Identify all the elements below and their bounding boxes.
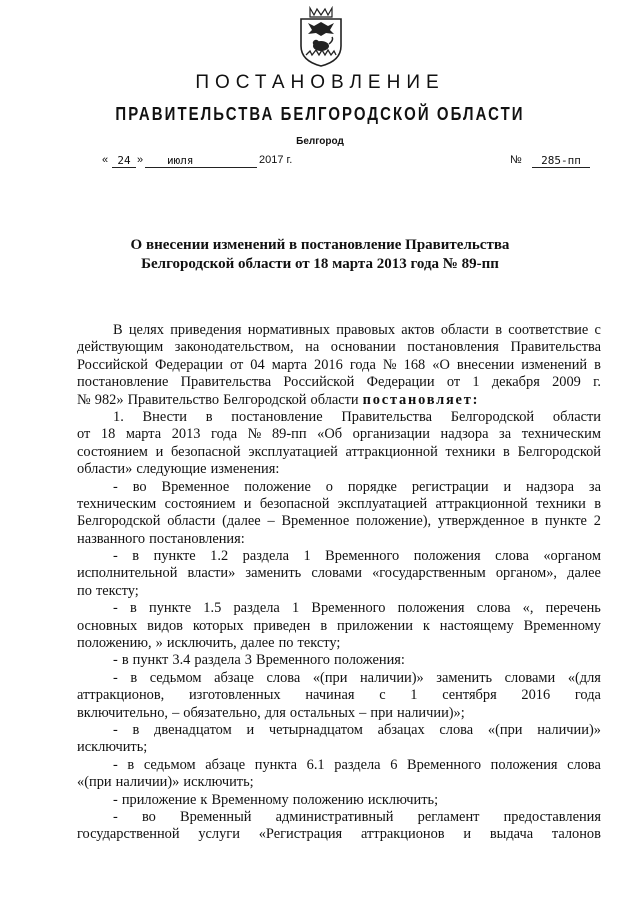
body-word: 2016 bbox=[314, 356, 343, 373]
body-text-line bbox=[77, 809, 601, 826]
body-word: аттракционов, bbox=[77, 687, 165, 704]
body-word: на bbox=[305, 339, 320, 356]
body-word: техническим bbox=[521, 426, 601, 443]
body-text-line bbox=[77, 774, 601, 791]
body-word: положение bbox=[244, 478, 311, 495]
body-word: абзаце bbox=[205, 756, 246, 773]
body-word: услуги bbox=[198, 826, 240, 843]
body-text-line bbox=[77, 531, 601, 548]
body-word: техническим bbox=[77, 495, 157, 512]
body-word: перечень bbox=[545, 600, 601, 617]
body-word: и bbox=[246, 721, 255, 738]
body-word: видов bbox=[147, 617, 183, 634]
body-word: и bbox=[155, 443, 164, 460]
body-text-line bbox=[77, 426, 601, 443]
body-word: - bbox=[113, 652, 118, 669]
body-word: – bbox=[359, 704, 367, 721]
body-word: и bbox=[463, 826, 472, 843]
body-word: надзора bbox=[526, 478, 574, 495]
body-word: к bbox=[200, 791, 208, 808]
body-word: марта bbox=[125, 426, 162, 443]
body-word: приложение bbox=[121, 791, 197, 808]
body-word: наличии)» bbox=[537, 721, 601, 738]
body-word: законодательством, bbox=[174, 339, 294, 356]
body-word: 1.5 bbox=[203, 600, 222, 617]
body-word: «(при bbox=[312, 669, 348, 686]
body-text-line bbox=[77, 461, 601, 478]
body-text-line bbox=[77, 792, 601, 809]
body-word: административный bbox=[275, 808, 394, 825]
body-text-line bbox=[77, 548, 601, 565]
body-word: пункте bbox=[153, 548, 196, 565]
body-text-line bbox=[77, 409, 601, 426]
body-word: «, bbox=[522, 600, 534, 617]
document-title-line: О внесении изменений в постановление Правительства bbox=[130, 237, 510, 253]
body-word: названного bbox=[77, 530, 146, 547]
body-word: в bbox=[205, 408, 213, 425]
body-word: далее bbox=[567, 565, 601, 582]
body-word: для bbox=[264, 704, 286, 721]
date-year: 2017 г. bbox=[259, 154, 293, 166]
date-day-field: 24 bbox=[112, 154, 136, 168]
belgorod-coat-of-arms-icon bbox=[296, 6, 346, 68]
body-word: Правительства bbox=[510, 339, 601, 356]
body-word: Федерации bbox=[154, 356, 223, 373]
body-word: выдача bbox=[489, 826, 534, 843]
body-word: пункта bbox=[254, 756, 298, 773]
body-word: абзацах bbox=[377, 721, 425, 738]
body-word: слова bbox=[567, 756, 601, 773]
resolution-verb: постановляет: bbox=[362, 391, 480, 408]
body-word: наличии)»; bbox=[397, 704, 465, 721]
body-word: 1.2 bbox=[210, 548, 229, 565]
body-text-line bbox=[77, 600, 601, 617]
body-word: во bbox=[132, 478, 147, 495]
body-word: положение), bbox=[356, 513, 432, 530]
body-text-line bbox=[77, 392, 601, 409]
body-word: тексту; bbox=[297, 635, 341, 652]
body-word: талонов bbox=[551, 826, 601, 843]
body-text-line bbox=[77, 374, 601, 391]
body-word: положения: bbox=[334, 652, 405, 669]
body-word: четырнадцатом bbox=[268, 721, 363, 738]
body-word: марта bbox=[271, 356, 307, 373]
body-word: которых bbox=[192, 617, 244, 634]
body-word: пункте bbox=[149, 600, 192, 617]
body-word: следующие bbox=[136, 461, 207, 478]
body-word: «(для bbox=[567, 669, 601, 686]
body-word: приведения bbox=[170, 322, 242, 338]
body-word: 6.1 bbox=[306, 756, 325, 773]
body-word: области bbox=[440, 322, 489, 338]
body-word: 1 bbox=[303, 548, 311, 565]
body-word: седьмом bbox=[143, 756, 196, 773]
body-word: седьмом bbox=[149, 669, 202, 686]
body-word: – bbox=[172, 704, 180, 721]
body-word: 2 bbox=[593, 513, 601, 530]
body-word: постановления bbox=[407, 339, 499, 356]
body-word: исключить; bbox=[77, 739, 148, 756]
body-word: безопасной bbox=[171, 443, 241, 460]
body-word: Российской bbox=[283, 374, 355, 391]
body-word: положению bbox=[292, 791, 364, 808]
body-word: за bbox=[499, 426, 512, 443]
body-word: актов bbox=[401, 322, 435, 338]
body-word: слова bbox=[266, 669, 301, 686]
body-word: - bbox=[113, 791, 118, 808]
body-word: «(при bbox=[487, 721, 523, 738]
body-word: 982» bbox=[94, 391, 124, 408]
body-word: - bbox=[113, 808, 118, 825]
document-type-heading: ПОСТАНОВЛЕНИЕ bbox=[195, 72, 445, 93]
body-word: начиная bbox=[305, 687, 355, 704]
body-word: по bbox=[278, 635, 294, 652]
body-word: состоянием bbox=[77, 443, 148, 460]
body-word: Временному bbox=[523, 617, 601, 634]
body-word: наличии)» bbox=[115, 774, 180, 791]
body-word: 2009 bbox=[552, 374, 581, 391]
body-word: от bbox=[446, 374, 461, 391]
body-text-line bbox=[77, 583, 601, 600]
body-word: безопасной bbox=[259, 495, 330, 512]
body-word: Временное bbox=[281, 513, 350, 530]
document-title bbox=[0, 236, 640, 274]
body-word: в bbox=[531, 513, 539, 530]
body-word: «(при bbox=[77, 774, 112, 791]
body-word: при bbox=[370, 704, 393, 721]
body-word: власти» bbox=[187, 565, 236, 582]
body-text-line bbox=[77, 618, 601, 635]
body-text-line bbox=[77, 496, 601, 513]
body-word: области bbox=[310, 391, 359, 408]
body-word: – bbox=[267, 513, 275, 530]
body-word: организации bbox=[352, 426, 430, 443]
body-word: основных bbox=[77, 617, 138, 634]
body-word: основании bbox=[330, 339, 396, 356]
body-word: надзора bbox=[440, 426, 489, 443]
body-word: № bbox=[247, 426, 262, 443]
body-text-line bbox=[77, 322, 601, 339]
document-number-label: № bbox=[510, 154, 522, 166]
body-word: Временный bbox=[180, 808, 252, 825]
body-text-line bbox=[77, 670, 601, 687]
body-word: постановление bbox=[77, 374, 169, 391]
body-word: 89-пп bbox=[271, 426, 307, 443]
body-word: » bbox=[155, 635, 163, 652]
body-word: г. bbox=[593, 374, 601, 391]
body-word: приложении bbox=[337, 617, 413, 634]
body-word: 3.4 bbox=[172, 652, 191, 669]
body-word: 2013 bbox=[171, 426, 201, 443]
body-word: с bbox=[594, 322, 601, 338]
body-word: остальных bbox=[289, 704, 356, 721]
body-word: действующим bbox=[77, 339, 164, 356]
body-word: целях bbox=[128, 322, 164, 338]
body-word: исключить; bbox=[367, 791, 439, 808]
document-number-field: 285-пп bbox=[532, 154, 590, 168]
body-word: № bbox=[382, 356, 397, 373]
body-text-line bbox=[77, 652, 601, 669]
body-word: абзаце bbox=[214, 669, 254, 686]
body-word: настоящему bbox=[439, 617, 514, 634]
body-word: в bbox=[130, 669, 138, 686]
body-word: за bbox=[588, 478, 601, 495]
document-title-line: Белгородской области от 18 марта 2013 года № 89-пп bbox=[141, 256, 499, 272]
date-close-quote: » bbox=[137, 154, 144, 166]
body-word: обязательно, bbox=[183, 704, 261, 721]
body-word: эксплуатацией bbox=[337, 495, 428, 512]
body-word: В bbox=[113, 322, 123, 338]
date-month-field: июля bbox=[145, 154, 257, 168]
body-text-line bbox=[77, 479, 601, 496]
body-word: слова bbox=[495, 548, 529, 565]
body-word: положения bbox=[397, 600, 465, 617]
body-word: в bbox=[132, 548, 140, 565]
body-word: слова bbox=[476, 600, 511, 617]
body-word: заменить bbox=[245, 565, 302, 582]
issuing-authority-heading: ПРАВИТЕЛЬСТВА БЕЛГОРОДСКОЙ ОБЛАСТИ bbox=[115, 104, 525, 124]
body-word: «Регистрация bbox=[258, 826, 343, 843]
body-word: о bbox=[325, 478, 333, 495]
body-word: области» bbox=[77, 461, 133, 478]
body-word: положению, bbox=[77, 635, 152, 652]
body-word: наличии)» bbox=[359, 669, 424, 686]
body-word: года bbox=[211, 426, 238, 443]
body-word: Временное bbox=[161, 478, 230, 495]
body-word: 1 bbox=[410, 687, 418, 704]
body-word: правовых bbox=[336, 322, 396, 338]
body-word: техники bbox=[536, 495, 586, 512]
body-word: 04 bbox=[250, 356, 265, 373]
body-word: Белгородской bbox=[223, 391, 307, 408]
body-word: 1. bbox=[113, 408, 124, 425]
body-word: раздела bbox=[194, 652, 241, 669]
body-word: - bbox=[113, 669, 118, 686]
body-word: Правительства bbox=[341, 408, 432, 425]
body-text-line bbox=[77, 705, 601, 722]
body-word: «органом bbox=[543, 548, 601, 565]
body-word: декабря bbox=[491, 374, 540, 391]
body-word: исключить; bbox=[183, 774, 254, 791]
body-word: - bbox=[113, 756, 118, 773]
body-word: к bbox=[422, 617, 430, 634]
body-word: в bbox=[495, 322, 502, 338]
body-word: заменить bbox=[436, 669, 493, 686]
body-word: от bbox=[77, 426, 91, 443]
body-text-line bbox=[77, 357, 601, 374]
body-word: в bbox=[121, 652, 129, 669]
body-word: Временного bbox=[255, 652, 330, 669]
body-word: в bbox=[132, 721, 140, 738]
body-word: 18 bbox=[100, 426, 116, 443]
body-word: «О bbox=[432, 356, 450, 373]
body-word: Правительства bbox=[180, 374, 272, 391]
body-word: словами bbox=[311, 565, 362, 582]
document-body bbox=[77, 322, 601, 844]
body-word: изменения: bbox=[210, 461, 280, 478]
body-word: предоставления bbox=[503, 808, 601, 825]
body-word: «государственным bbox=[372, 565, 486, 582]
body-word: в bbox=[127, 756, 135, 773]
body-word: года bbox=[574, 687, 601, 704]
body-word: раздела bbox=[334, 756, 381, 773]
body-text-line bbox=[77, 565, 601, 582]
body-word: двенадцатом bbox=[154, 721, 232, 738]
body-word: по bbox=[77, 582, 92, 599]
body-word: органом», bbox=[495, 565, 558, 582]
body-word: (далее bbox=[222, 513, 261, 530]
body-word: внесении bbox=[456, 356, 515, 373]
body-word: 6 bbox=[390, 756, 398, 773]
body-word: 1 bbox=[291, 600, 300, 617]
body-word: Временному bbox=[211, 791, 289, 808]
body-word: пункте bbox=[544, 513, 587, 530]
body-word: сентября bbox=[442, 687, 497, 704]
body-word: регистрации bbox=[411, 478, 489, 495]
body-word: 3 bbox=[244, 652, 252, 669]
body-word: нормативных bbox=[247, 322, 330, 338]
body-text-line bbox=[77, 826, 601, 843]
body-word: и bbox=[503, 478, 512, 495]
date-open-quote: « bbox=[102, 154, 109, 166]
body-word: Белгородской bbox=[517, 443, 601, 460]
body-word: № bbox=[77, 391, 91, 408]
body-word: 168 bbox=[403, 356, 426, 373]
body-word: государственной bbox=[77, 826, 180, 843]
body-word: в bbox=[594, 495, 601, 512]
body-word: Временного bbox=[325, 548, 400, 565]
body-word: Правительство bbox=[127, 391, 220, 408]
body-word: года bbox=[349, 356, 376, 373]
body-word: от bbox=[229, 356, 244, 373]
body-word: эксплуатацией bbox=[248, 443, 338, 460]
body-word: словами bbox=[504, 669, 556, 686]
body-text-line bbox=[77, 739, 601, 756]
body-word: Внести bbox=[142, 408, 187, 425]
body-word: соответствие bbox=[508, 322, 589, 338]
body-word: положения bbox=[413, 548, 481, 565]
body-word: исполнительной bbox=[77, 565, 178, 582]
body-word: приведен bbox=[253, 617, 311, 634]
body-word: изменений bbox=[521, 356, 588, 373]
body-text-line bbox=[77, 513, 601, 530]
body-text-line bbox=[77, 722, 601, 739]
body-text-line bbox=[77, 635, 601, 652]
body-word: Российской bbox=[77, 356, 148, 373]
body-word: «Об bbox=[317, 426, 343, 443]
body-text-line bbox=[77, 687, 601, 704]
body-word: раздела bbox=[233, 600, 280, 617]
body-word: области bbox=[552, 408, 601, 425]
body-word: - bbox=[113, 600, 118, 617]
body-word: аттракционов bbox=[360, 826, 445, 843]
body-word: Белгородской bbox=[450, 408, 535, 425]
city-label: Белгород bbox=[296, 136, 344, 147]
body-word: пункт bbox=[132, 652, 169, 669]
body-word: в bbox=[503, 443, 510, 460]
body-word: - bbox=[113, 721, 118, 738]
body-word: изготовленных bbox=[188, 687, 281, 704]
body-word: в bbox=[130, 600, 137, 617]
body-word: раздела bbox=[242, 548, 289, 565]
body-word: положения bbox=[490, 756, 558, 773]
body-word: и bbox=[243, 495, 252, 512]
body-word: Временного bbox=[407, 756, 482, 773]
body-word: во bbox=[141, 808, 156, 825]
body-word: аттракционной bbox=[345, 443, 438, 460]
body-word: - bbox=[113, 548, 118, 565]
body-word: Федерации bbox=[366, 374, 435, 391]
body-word: состоянием bbox=[164, 495, 236, 512]
body-word: исключить, bbox=[166, 635, 237, 652]
body-word: утвержденное bbox=[437, 513, 525, 530]
body-word: техники bbox=[445, 443, 496, 460]
body-word: в bbox=[320, 617, 328, 634]
body-word: порядке bbox=[347, 478, 397, 495]
body-word: в bbox=[594, 356, 601, 373]
body-word: с bbox=[379, 687, 386, 704]
body-word: далее bbox=[240, 635, 275, 652]
body-word: 1 bbox=[472, 374, 480, 391]
body-word: слова bbox=[439, 721, 474, 738]
body-text-line bbox=[77, 339, 601, 356]
body-word: тексту; bbox=[95, 582, 139, 599]
body-word: аттракционной bbox=[435, 495, 528, 512]
body-text-line bbox=[77, 757, 601, 774]
body-word: включительно, bbox=[77, 704, 169, 721]
body-word: постановление bbox=[231, 408, 323, 425]
body-word: регламент bbox=[417, 808, 480, 825]
body-word: области bbox=[167, 513, 216, 530]
body-word: Белгородской bbox=[77, 513, 161, 530]
body-word: постановления: bbox=[149, 530, 245, 547]
body-word: - bbox=[113, 478, 118, 495]
body-word: 2016 bbox=[521, 687, 551, 704]
body-word: Временного bbox=[311, 600, 386, 617]
body-text-line bbox=[77, 444, 601, 461]
